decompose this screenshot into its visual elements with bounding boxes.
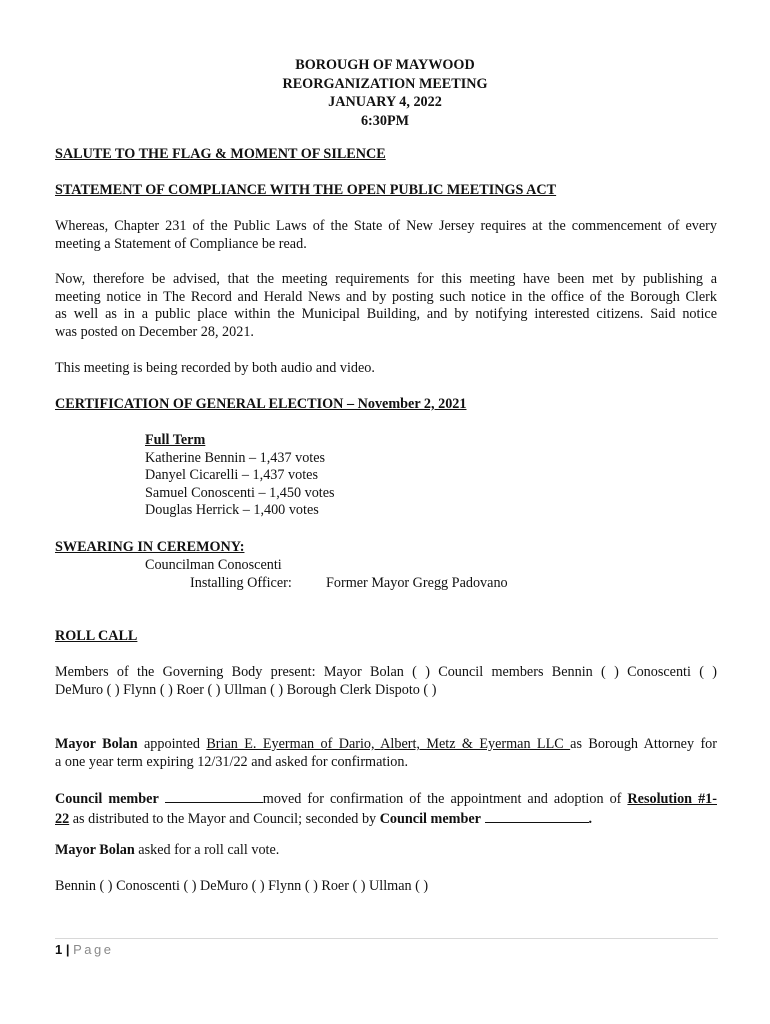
page-label: Page <box>73 942 114 957</box>
council-member-label-2: Council member <box>379 810 481 827</box>
installing-officer-name: Former Mayor Gregg Padovano <box>326 575 508 591</box>
appointed-text: appointed <box>137 736 207 752</box>
header-meeting: REORGANIZATION MEETING <box>282 75 488 92</box>
swearing-councilman: Councilman Conoscenti <box>145 557 282 573</box>
paragraph-whereas <box>55 218 717 253</box>
appointment-line-2: a one year term expiring 12/31/22 and asked for confirmation. <box>55 753 408 770</box>
resolution-number: Resolution #1- <box>627 791 717 807</box>
footer-separator: | <box>62 942 74 957</box>
whereas-line-1: Whereas, Chapter 231 of the Public Laws of the State of New Jersey requires at the commencement of every <box>55 218 717 234</box>
paragraph-now-therefore <box>55 271 717 341</box>
now-line-2: meeting notice in The Record and Herald News and by posting such notice in the office of the Borough Clerk <box>55 288 717 305</box>
appointment-line-1 <box>55 736 717 754</box>
now-line-3: as well as in a public place within the Municipal Building, and by notifying interested citizens. Said notice <box>55 306 717 323</box>
heading-salute: SALUTE TO THE FLAG & MOMENT OF SILENCE <box>55 146 386 162</box>
header-borough: BOROUGH OF MAYWOOD <box>295 57 475 73</box>
election-results <box>145 432 335 520</box>
now-line-1: Now, therefore be advised, that the meeting requirements for this meeting have been met by publishing a <box>55 271 717 287</box>
seconder-blank-line <box>485 809 589 823</box>
page-footer <box>55 941 113 959</box>
mayor-name-2: Mayor Bolan <box>55 842 135 858</box>
mover-blank-line <box>165 789 263 803</box>
document-header <box>0 56 770 130</box>
whereas-line-2: meeting a Statement of Compliance be read. <box>55 235 307 252</box>
moved-text: moved for confirmation of the appointment and adoption of <box>262 791 628 807</box>
result-cicarelli: Danyel Cicarelli – 1,437 votes <box>145 467 318 484</box>
header-time: 6:30PM <box>360 112 410 129</box>
mayor-name: Mayor Bolan <box>55 736 138 752</box>
resolution-number-cont: 22 <box>55 810 70 827</box>
heading-swearing: SWEARING IN CEREMONY: <box>55 539 245 555</box>
paragraph-recorded: This meeting is being recorded by both audio and video. <box>55 360 375 376</box>
motion-line-1 <box>55 789 717 809</box>
paragraph-members-present <box>55 664 717 699</box>
motion-period: . <box>588 810 593 827</box>
paragraph-appointment <box>55 736 717 771</box>
result-bennin: Katherine Bennin – 1,437 votes <box>145 449 326 466</box>
header-date: JANUARY 4, 2022 <box>328 94 442 110</box>
paragraph-roll-call-vote <box>55 842 717 860</box>
as-attorney-text: as Borough Attorney for <box>570 736 717 752</box>
page-number: 1 <box>55 942 63 957</box>
heading-certification: CERTIFICATION OF GENERAL ELECTION – November 2, 2021 <box>55 396 467 412</box>
heading-roll-call: ROLL CALL <box>55 628 138 644</box>
members-line-1: Members of the Governing Body present: Mayor Bolan ( ) Council members Bennin ( ) Conoscenti ( ) <box>55 664 717 680</box>
motion-line-2 <box>55 809 717 829</box>
members-line-2: DeMuro ( ) Flynn ( ) Roer ( ) Ullman ( ) Borough Clerk Dispoto ( ) <box>55 681 437 698</box>
full-term-label: Full Term <box>145 432 206 448</box>
result-conoscenti: Samuel Conoscenti – 1,450 votes <box>145 484 335 501</box>
attorney-name: Brian E. Eyerman of Dario, Albert, Metz & Eyerman LLC <box>206 736 571 752</box>
distributed-text: as distributed to the Mayor and Council; seconded by <box>69 810 380 827</box>
roll-call-votes: Bennin ( ) Conoscenti ( ) DeMuro ( ) Flynn ( ) Roer ( ) Ullman ( ) <box>55 878 429 894</box>
asked-text: asked for a roll call vote. <box>134 842 280 858</box>
council-member-label: Council member <box>55 791 159 807</box>
heading-compliance: STATEMENT OF COMPLIANCE WITH THE OPEN PUBLIC MEETINGS ACT <box>55 182 557 198</box>
installing-officer-label: Installing Officer: <box>190 575 292 591</box>
paragraph-motion <box>55 789 717 828</box>
now-line-4: was posted on December 28, 2021. <box>55 323 254 340</box>
footer-divider <box>55 938 718 939</box>
result-herrick: Douglas Herrick – 1,400 votes <box>145 502 319 519</box>
